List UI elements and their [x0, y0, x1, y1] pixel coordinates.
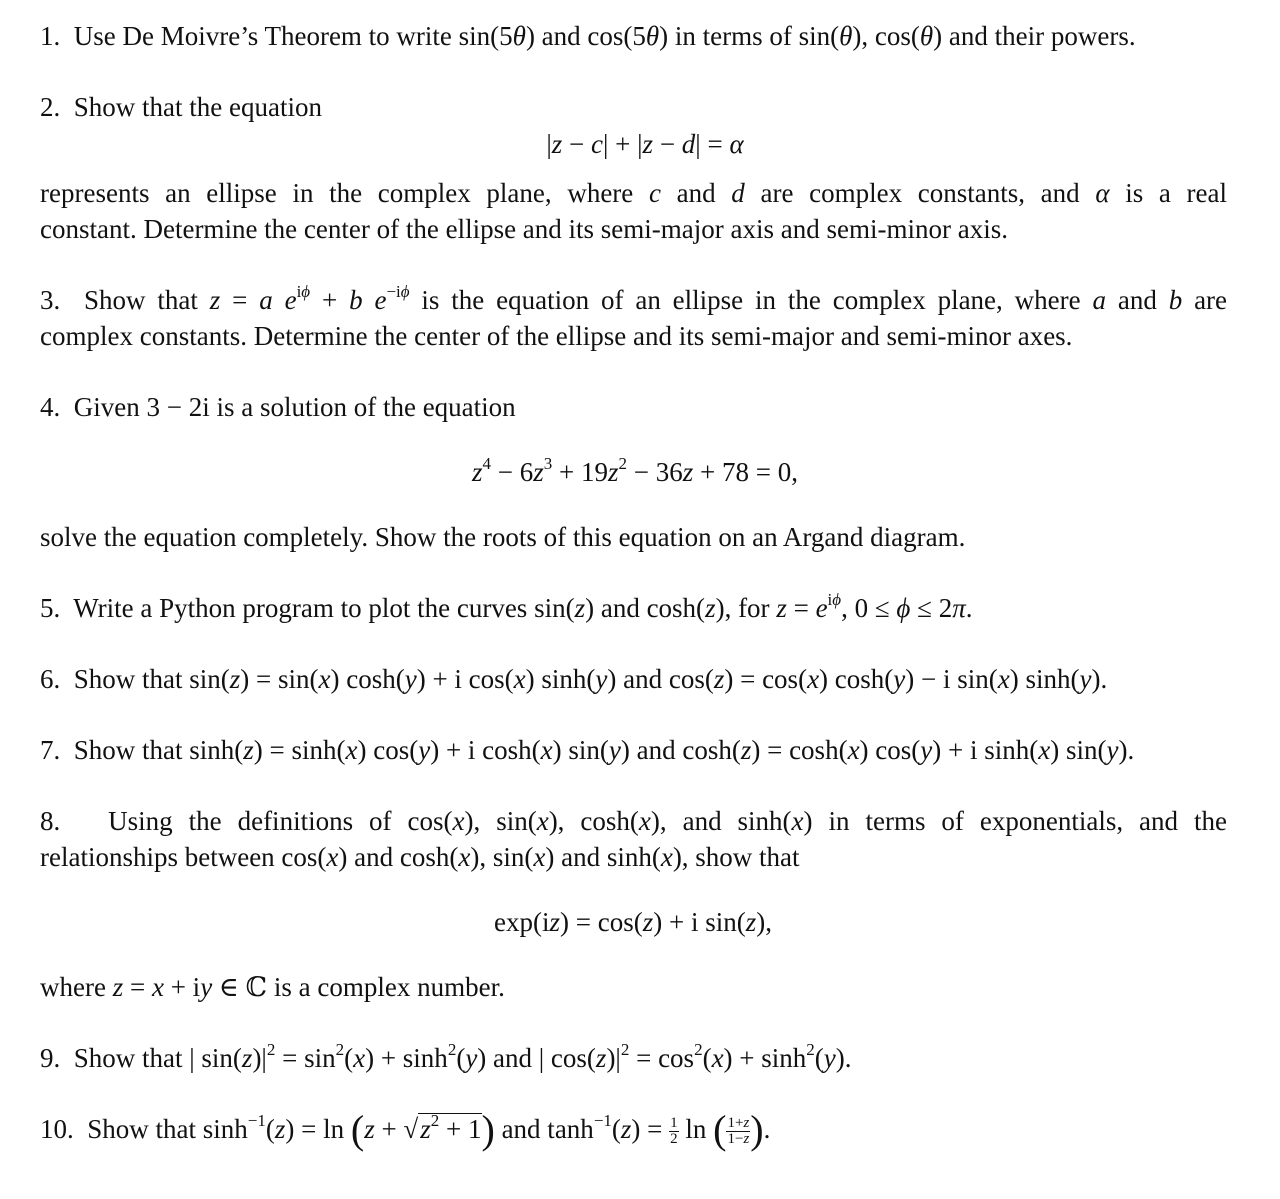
problem-1 — [40, 18, 1136, 54]
problem-8-line2: relationships between cos(x) and cosh(x), sin(x) and sinh(x), show that — [40, 842, 800, 872]
problem-9: 9. Show that | $\sin(z)|^2 = \sin^2(x) + \sinh^2(y)$ and | $\cos(z)|^2 = \cos^2(x) + \sinh^2(y)$. — [40, 1040, 852, 1073]
problem-2-body-line1: represents an ellipse in the complex plane, where c and d are complex constants, and α is a real — [40, 178, 1227, 208]
problem-2 — [40, 89, 322, 125]
problem-3-line2: complex constants. Determine the center of the ellipse and its semi-major and semi-minor axes. — [40, 321, 1073, 351]
problem-7: 7. Show that sinh(z) = sinh(x) cos(y) + i cosh(x) sin(y) and cosh(z) = cosh(x) cos(y) + i sinh(x) sin(y). — [40, 735, 1135, 765]
problem-text: Use De Moivre’s Theorem to write sin(5θ) and cos(5θ) in terms of sin(θ), cos(θ) and their powers. — [73, 21, 1136, 51]
problem-8-line1: 8. Using the definitions of cos(x), sin(x), cosh(x), and sinh(x) in terms of exponentials, and the — [40, 806, 1227, 836]
problem-5: 5. Write a Python program to plot the curves sin(z) and cosh(z), for $z = e^{i\phi}$, 0 ≤ ϕ ≤ 2π. — [40, 590, 973, 623]
half-fraction: $\frac{1}{2}$ — [670, 1115, 678, 1148]
problem-intro: Show that the equation — [73, 92, 322, 122]
problem-number: 2. — [40, 92, 61, 122]
problem-4-equation: $z^4 - 6z^3 + 19z^2 - 36z + 78 = 0$, — [472, 454, 798, 487]
problem-number: 1. — [40, 21, 61, 51]
problem-2-body-line2: constant. Determine the center of the ellipse and its semi-major axis and semi-minor axis. — [40, 214, 1008, 244]
problem-2-equation: |z − c| + |z − d| = α — [546, 129, 744, 159]
problem-4-outro: solve the equation completely. Show the roots of this equation on an Argand diagram. — [40, 522, 966, 552]
problem-3-line1: 3. Show that z = a $e^{i\phi} + b$ $e^{-i\phi}$ is the equation of an ellipse in the complex plane, where a and b are — [40, 282, 1228, 315]
problem-8-equation: exp(iz) = cos(z) + i sin(z), — [494, 907, 772, 937]
problem-intro: Given 3 − 2i is a solution of the equation — [73, 392, 516, 422]
problem-number: 4. — [40, 392, 61, 422]
ratio-fraction: $\frac{1+z}{1-z}$ — [727, 1115, 750, 1148]
problem-10: 10. Show that $\sinh^{-1}(z) = \ln (z + √z^2 + 1)$ and $\tanh^{-1}(z)$ = $\frac{1}{2}$ ln ( $\frac{1+z}{1-z}$ ). — [40, 1107, 771, 1152]
problem-8-outro: where z = x + iy ∈ ℂ is a complex number. — [40, 972, 505, 1002]
problem-4 — [40, 389, 516, 425]
problem-6: 6. Show that sin(z) = sin(x) cosh(y) + i cos(x) sinh(y) and cos(z) = cos(x) cosh(y) − i sin(x) sinh(y). — [40, 664, 1108, 694]
